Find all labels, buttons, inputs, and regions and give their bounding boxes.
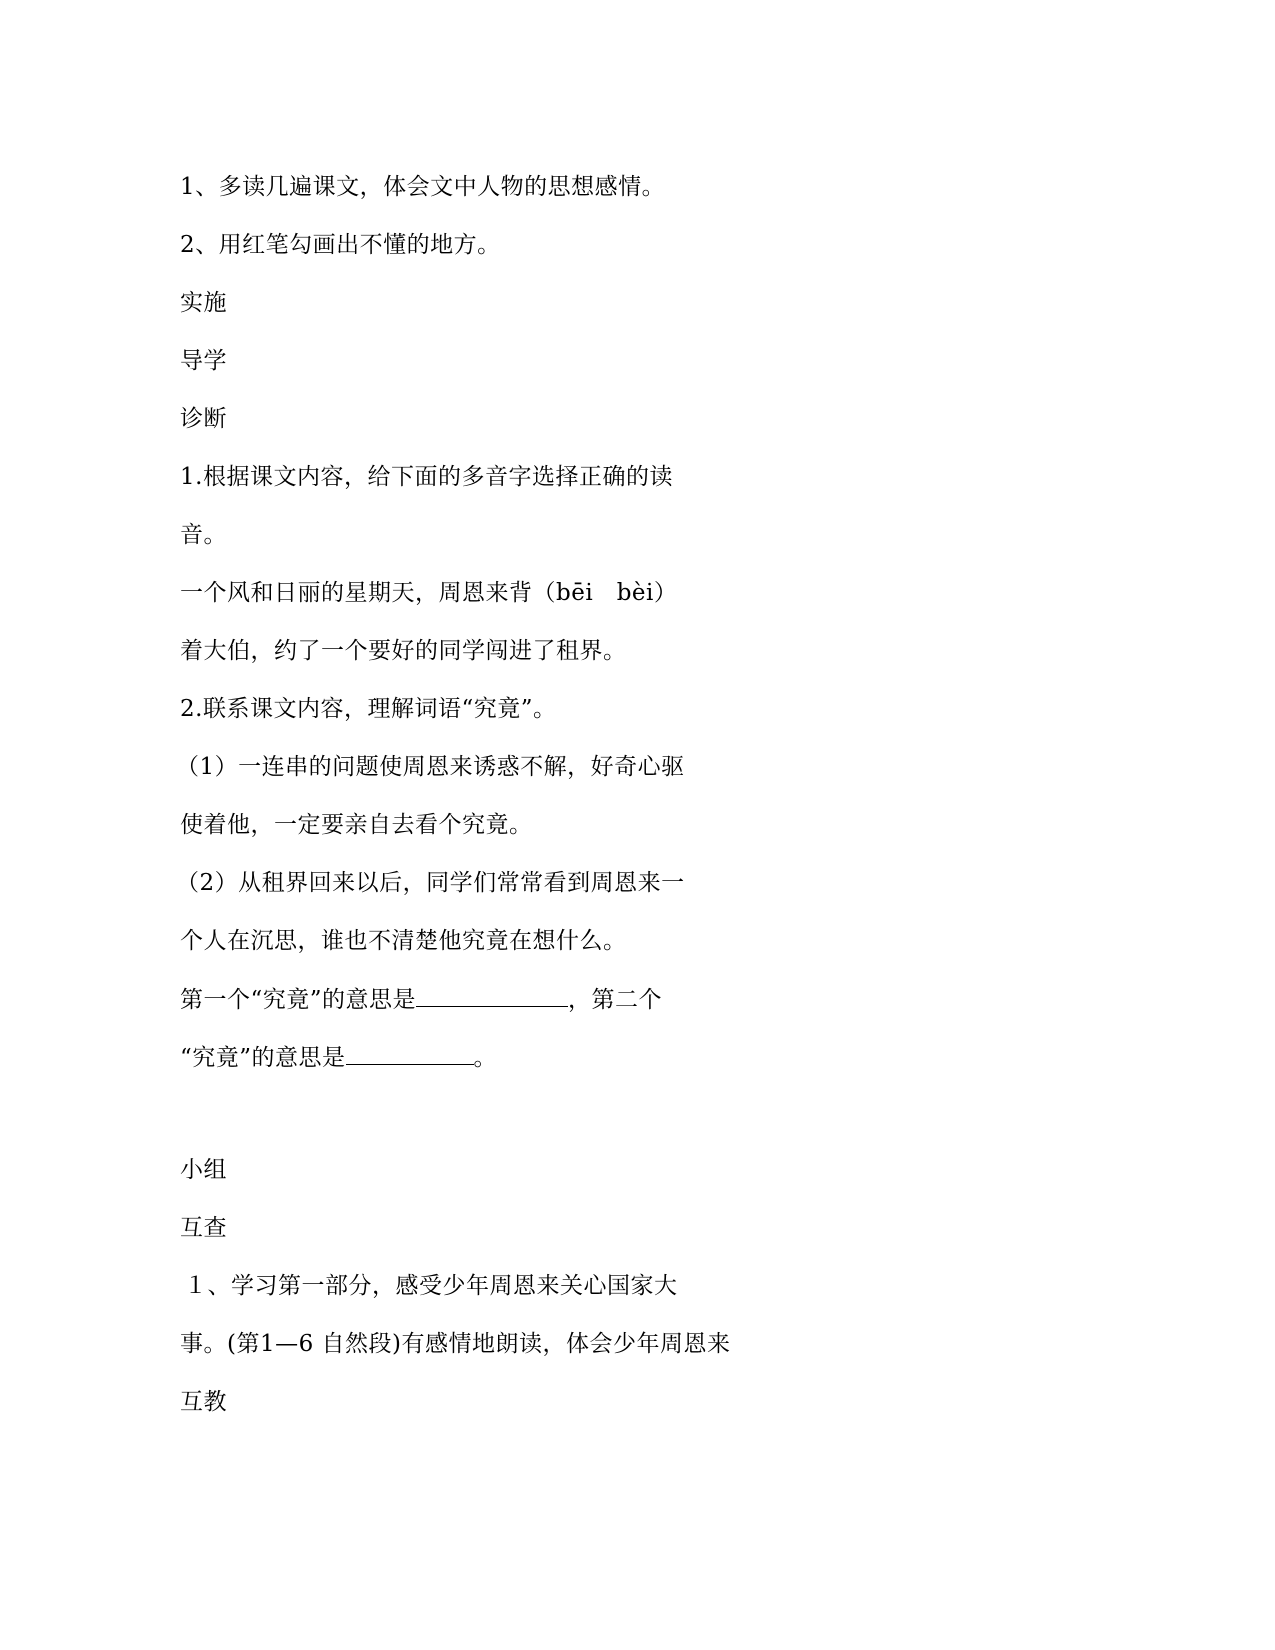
question-2-heading: 2.联系课文内容，理解词语“究竟”。	[180, 696, 557, 722]
question-2-item-1-line-2: 使着他，一定要亲自去看个究竟。	[180, 812, 533, 838]
fill-in-line-1	[180, 984, 662, 1015]
section-label-xiaozu: 小组	[180, 1157, 227, 1183]
fill-in-line-1-prefix: 第一个“究竟”的意思是	[180, 987, 417, 1013]
fill-in-line-2	[180, 1042, 497, 1073]
section-label-hujiao: 互教	[180, 1389, 227, 1415]
question-2-item-2-line-2: 个人在沉思，谁也不清楚他究竟在想什么。	[180, 928, 627, 954]
instruction-line-1: 1、多读几遍课文，体会文中人物的思想感情。	[180, 174, 666, 200]
question-1-sentence-line-2: 着大伯，约了一个要好的同学闯进了租界。	[180, 638, 627, 664]
section-label-hucha: 互查	[180, 1215, 227, 1241]
question-2-item-1-line-1: （1）一连串的问题使周恩来诱惑不解，好奇心驱	[176, 754, 685, 780]
instruction-line-2: 2、用红笔勾画出不懂的地方。	[180, 232, 501, 258]
question-1-line-2: 音。	[180, 522, 227, 548]
answer-blank-1[interactable]	[416, 984, 568, 1007]
fill-in-line-1-suffix: ，第二个	[568, 987, 663, 1013]
question-1-line-1: 1.根据课文内容，给下面的多音字选择正确的读	[180, 464, 673, 490]
section-label-shishi: 实施	[180, 290, 227, 316]
section-label-daoxue: 导学	[180, 348, 227, 374]
fill-in-line-2-prefix: “究竟”的意思是	[180, 1045, 346, 1071]
answer-blank-2[interactable]	[346, 1042, 474, 1065]
fill-in-line-2-suffix: 。	[473, 1045, 498, 1071]
section-label-zhenduan: 诊断	[180, 406, 227, 432]
task-1-line-1: １、学习第一部分，感受少年周恩来关心国家大	[184, 1273, 678, 1299]
question-1-sentence-line-1: 一个风和日丽的星期天，周恩来背（bēi bèi）	[180, 580, 678, 606]
question-2-item-2-line-1: （2）从租界回来以后，同学们常常看到周恩来一	[176, 870, 685, 896]
task-1-line-2: 事。(第1—6 自然段)有感情地朗读，体会少年周恩来	[180, 1331, 731, 1357]
